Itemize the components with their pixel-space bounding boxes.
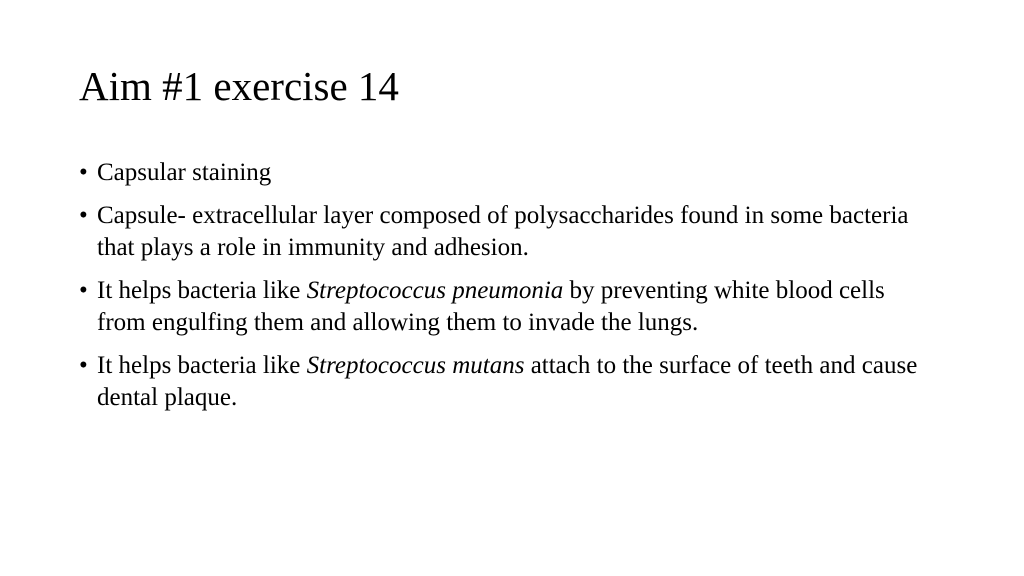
species-name: Streptococcus mutans xyxy=(306,352,525,379)
bullet-text-before: It helps bacteria like xyxy=(97,352,307,379)
bullet-text-after: attach to the surface of teeth and cause dental plaque. xyxy=(97,352,918,411)
bullet-icon: • xyxy=(79,202,88,229)
bullet-text-after: by preventing white blood cells from engulfing them and allowing them to invade the lungs. xyxy=(97,277,885,336)
bullet-icon: • xyxy=(79,159,88,186)
slide-title: Aim #1 exercise 14 xyxy=(79,63,399,109)
bullet-item-capsule-definition xyxy=(79,200,939,264)
bullet-item-mutans xyxy=(79,350,939,414)
bullet-item-capsular-staining xyxy=(79,157,939,189)
bullet-text-before: It helps bacteria like xyxy=(97,277,307,304)
bullet-list xyxy=(79,157,939,425)
bullet-text: Capsular staining xyxy=(97,159,272,186)
bullet-icon: • xyxy=(79,352,88,379)
bullet-icon: • xyxy=(79,277,88,304)
species-name: Streptococcus pneumonia xyxy=(306,277,564,304)
bullet-text: Capsule- extracellular layer composed of polysaccharides found in some bacteria that plays a role in immunity and adhesion. xyxy=(97,202,909,261)
bullet-item-pneumonia xyxy=(79,275,939,339)
